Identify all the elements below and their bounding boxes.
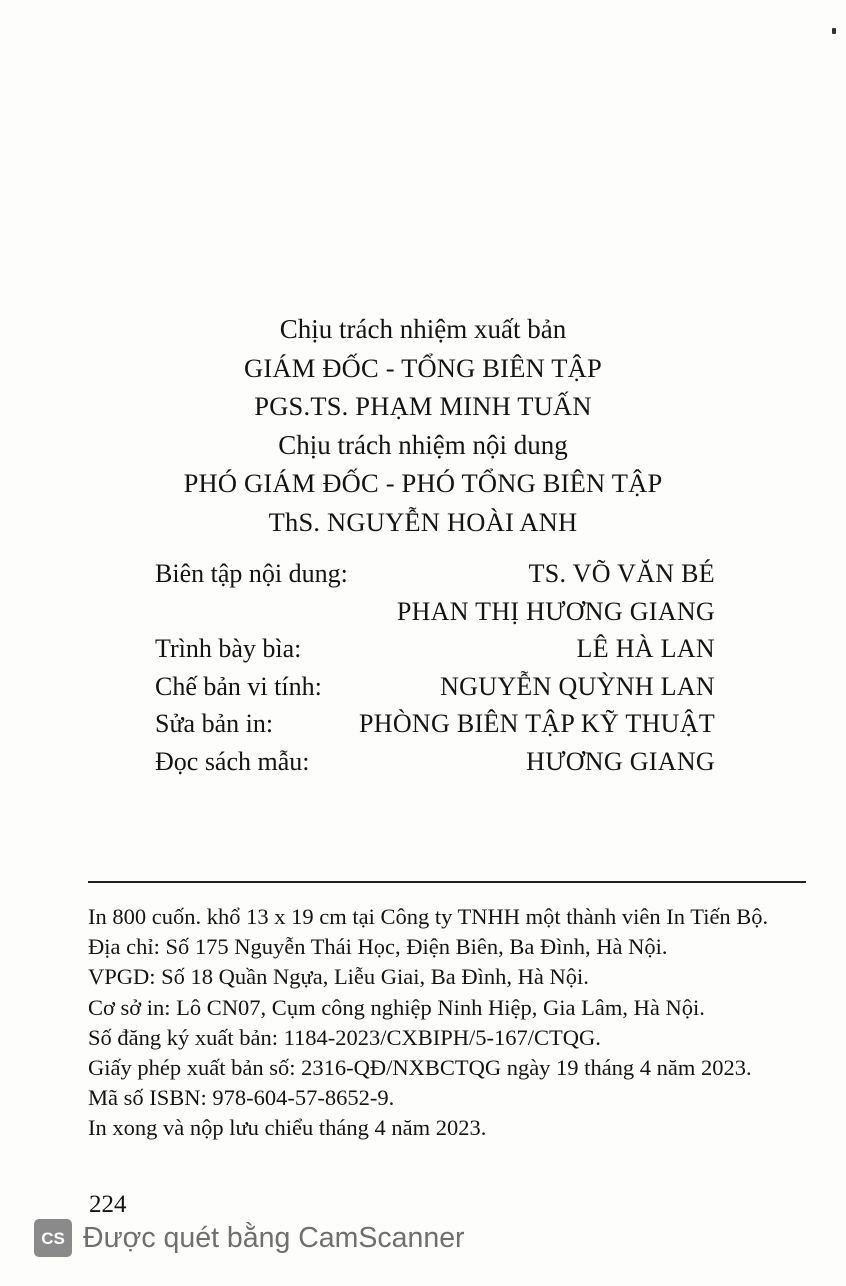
camscanner-logo-text: CS [41,1229,65,1248]
responsibility-name-line: ThS. NGUYỄN HOÀI ANH [268,506,578,537]
page-number: 224 [89,1191,127,1218]
credit-row [155,630,715,668]
credit-person-name: PHÒNG BIÊN TẬP KỸ THUẬT [359,709,715,739]
imprint-line: In xong và nộp lưu chiểu tháng 4 năm 2023. [88,1115,487,1141]
responsibility-name-line: PGS.TS. PHẠM MINH TUẤN [254,391,592,421]
imprint-line: Giấy phép xuất bản số: 2316-QĐ/NXBCTQG ngày 19 tháng 4 năm 2023. [88,1055,752,1081]
imprint-line: In 800 cuốn. khổ 13 x 19 cm tại Công ty TNHH một thành viên In Tiến Bộ. [88,904,769,929]
credit-row [155,555,715,593]
credit-role-label: Chế bản vi tính: [155,671,322,701]
credit-row [155,743,715,781]
publishing-responsibility [100,310,746,541]
imprint-line: Số đăng ký xuất bản: 1184-2023/CXBIPH/5-167/CTQG. [88,1024,601,1050]
imprint-line: Địa chỉ: Số 175 Nguyễn Thái Học, Điện Biên, Ba Đình, Hà Nội. [88,934,668,960]
printing-imprint [88,902,818,1144]
credit-person-name: HƯƠNG GIANG [526,746,715,776]
imprint-line: Cơ sở in: Lô CN07, Cụm công nghiệp Ninh Hiệp, Gia Lâm, Hà Nội. [88,994,705,1020]
camscanner-watermark [34,1218,465,1258]
credit-role-label: Sửa bản in: [155,709,274,739]
credit-person-name: NGUYỄN QUỲNH LAN [440,671,715,701]
responsibility-heading: Chịu trách nhiệm xuất bản [279,314,567,344]
imprint-line: Mã số ISBN: 978-604-57-8652-9. [88,1085,395,1111]
responsibility-heading: Chịu trách nhiệm nội dung [278,429,568,460]
watermark-text: Được quét bằng CamScanner [83,1221,465,1254]
responsibility-name-line: PHÓ GIÁM ĐỐC - PHÓ TỔNG BIÊN TẬP [183,468,663,498]
credit-person-name: LÊ HÀ LAN [576,634,715,664]
credit-role-label: Biên tập nội dung: [155,559,348,588]
credit-person-name: TS. VÕ VĂN BÉ [528,559,715,588]
imprint-line: VPGD: Số 18 Quần Ngựa, Liễu Giai, Ba Đình, Hà Nội. [88,964,589,990]
responsibility-name-line: GIÁM ĐỐC - TỔNG BIÊN TẬP [244,352,602,383]
divider-rule [88,881,806,883]
credit-row [155,593,715,631]
page-edge-mark [832,28,836,34]
camscanner-logo-icon [34,1219,72,1257]
credit-role-label: Đọc sách mẫu: [155,746,310,776]
credit-role-label: Trình bày bìa: [155,634,302,664]
editorial-credits [155,555,715,781]
credit-row [155,705,715,743]
credit-person-name: PHAN THỊ HƯƠNG GIANG [396,596,715,626]
credit-row [155,668,715,706]
